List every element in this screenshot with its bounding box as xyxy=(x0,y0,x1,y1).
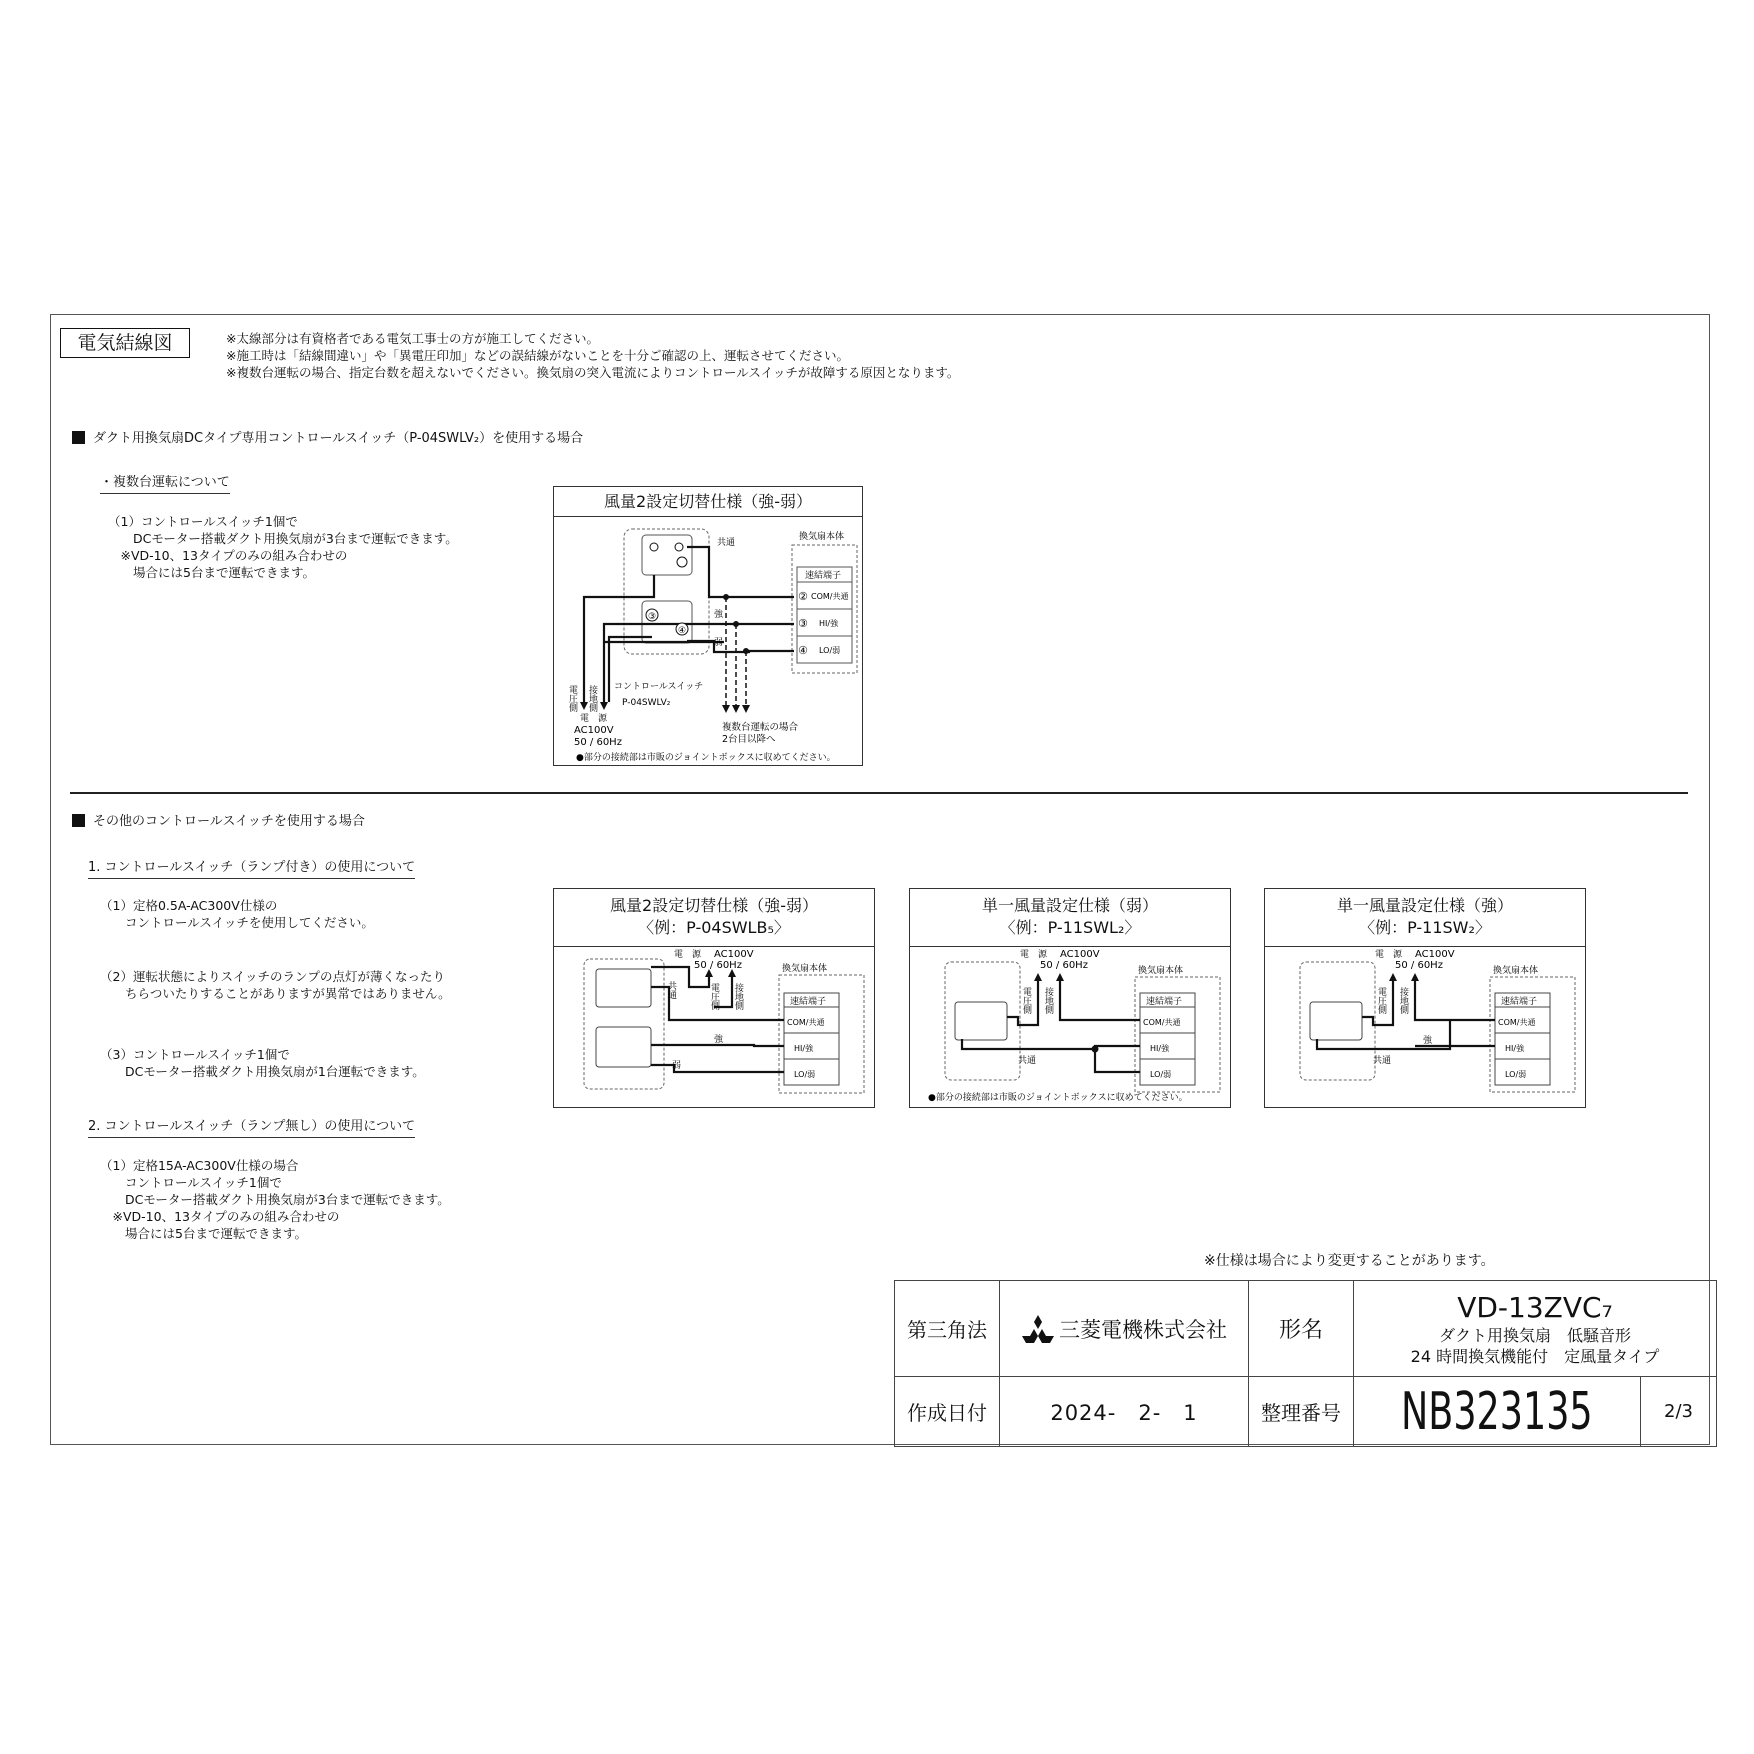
label-multi-1: 複数台運転の場合 xyxy=(722,722,799,733)
note-1: ※太線部分は有資格者である電気工事士の方が施工してください。 xyxy=(226,331,599,346)
drawing-number: NB323135 xyxy=(1401,1381,1593,1442)
page-title: 電気結線図 xyxy=(60,328,190,358)
model-label-cell: 形名 xyxy=(1249,1281,1354,1377)
arrowheads xyxy=(1389,973,1419,981)
diagram-p11swl2 xyxy=(909,888,1231,1108)
square-bullet-icon xyxy=(72,814,85,827)
label-switch-name: コントロールスイッチ xyxy=(614,682,704,692)
section1-body: （1）コントロールスイッチ1個で DCモーター搭載ダクト用換気扇が3台まで運転できます。 ※VD-10、13タイプのみの組み合わせの 場合には5台まで運転できます。 xyxy=(108,514,458,580)
diagram-header xyxy=(1265,889,1585,947)
section-divider xyxy=(70,792,1688,794)
label-kyotsu: 共通 xyxy=(1018,1056,1037,1066)
terminal-label: 速結端子 xyxy=(1146,997,1183,1007)
fan-body-label: 換気扇本体 xyxy=(782,964,828,974)
arrowheads xyxy=(1034,973,1064,981)
square-bullet-icon xyxy=(72,431,85,444)
diagram-example: 〈例：P-11SWL₂〉 xyxy=(999,918,1141,937)
terminal-com: COM/共通 xyxy=(1143,1018,1181,1027)
fan-body-label: 換気扇本体 xyxy=(1493,966,1539,976)
page-number-cell: 2/3 xyxy=(1641,1377,1717,1447)
section1-sub: ・複数台運転について xyxy=(100,471,230,494)
fan-body-box xyxy=(1490,977,1575,1092)
label-ground-side: 接地側 xyxy=(733,983,743,1010)
switch-box xyxy=(1310,1002,1362,1040)
label-voltage-side: 電圧側 xyxy=(709,983,719,1010)
terminal-lo: LO/弱 xyxy=(1505,1070,1527,1079)
label-voltage-side: 電圧側 xyxy=(1021,987,1031,1014)
terminal-lo: LO/弱 xyxy=(794,1070,816,1079)
wiring-diagram-2 xyxy=(554,947,872,1105)
wiring-diagram-3 xyxy=(910,947,1228,1105)
date-cell: 2024- 2- 1 xyxy=(1000,1377,1249,1447)
label-kyotsu: 共通 xyxy=(717,538,736,548)
section2-body1b: （2）運転状態によりスイッチのランプの点灯が薄くなったり ちらついたりすることがありますが異常ではありません。 xyxy=(100,969,451,1001)
label-kyo: 強 xyxy=(714,1035,724,1045)
section2-heading xyxy=(72,813,365,831)
section2-sub2: 2. コントロールスイッチ（ランプ無し）の使用について xyxy=(88,1115,415,1138)
diagram-title: 単一風量設定仕様（弱） xyxy=(981,896,1158,915)
diagram-title: 単一風量設定仕様（強） xyxy=(1336,896,1513,915)
note-3: ※複数台運転の場合、指定台数を超えないでください。換気扇の突入電流によりコントロールスイッチが故障する原因となります。 xyxy=(226,365,960,380)
number-label-cell: 整理番号 xyxy=(1249,1377,1354,1447)
label-ac: AC100V xyxy=(1415,949,1455,960)
fan-body-label: 換気扇本体 xyxy=(799,532,845,542)
terminal-label: 速結端子 xyxy=(1501,997,1538,1007)
terminal-lo: LO/弱 xyxy=(819,646,841,655)
terminal-label: 速結端子 xyxy=(790,997,827,1007)
label-voltage-side: 電圧側 xyxy=(1376,987,1386,1014)
model-cell xyxy=(1354,1281,1717,1377)
switch-lower xyxy=(596,1027,651,1067)
company-name: 三菱電機株式会社 xyxy=(1059,1317,1227,1342)
label-ac: AC100V xyxy=(1060,949,1100,960)
projection-cell: 第三角法 xyxy=(895,1281,1000,1377)
label-ac: AC100V xyxy=(714,949,754,960)
terminal-com: COM/共通 xyxy=(811,592,849,601)
wiring-diagram-1 xyxy=(554,517,861,765)
fan-body-box xyxy=(1135,977,1220,1092)
terminal-2-number: ② xyxy=(798,590,808,603)
label-kyo: 強 xyxy=(1423,1036,1433,1046)
switch-upper xyxy=(642,535,692,575)
model-number: VD-13ZVC₇ xyxy=(1457,1290,1613,1324)
diagram-example: 〈例：P-04SWLB₅〉 xyxy=(638,918,790,937)
junction-dot xyxy=(1092,1046,1099,1053)
label-voltage-side: 電圧側 xyxy=(567,685,577,712)
label-power: 電 源 xyxy=(674,950,702,960)
switch-plate xyxy=(945,962,1020,1080)
diagram-p04swlv2 xyxy=(553,486,863,766)
section2-sub1: 1. コントロールスイッチ（ランプ付き）の使用について xyxy=(88,856,415,879)
diagram-title: 風量2設定切替仕様（強-弱） xyxy=(554,487,862,517)
label-hz: 50 / 60Hz xyxy=(1395,960,1443,971)
terminal-label: 速結端子 xyxy=(805,571,842,581)
section2-body1c: （3）コントロールスイッチ1個で DCモーター搭載ダクト用換気扇が1台運転できます。 xyxy=(100,1047,425,1079)
model-desc-2: 24 時間換気機能付 定風量タイプ xyxy=(1410,1346,1660,1366)
switch-plate xyxy=(1300,962,1375,1080)
note-2: ※施工時は「結線間違い」や「異電圧印加」などの誤結線がないことを十分ご確認の上、運転させてください。 xyxy=(226,348,849,363)
terminal-hi: HI/強 xyxy=(794,1044,814,1053)
terminal-hi: HI/強 xyxy=(819,619,839,628)
joint-note: ●部分の接続部は市販のジョイントボックスに収めてください。 xyxy=(928,1093,1188,1103)
terminal-4-number: ④ xyxy=(798,644,808,657)
drawing-number-cell xyxy=(1354,1377,1641,1447)
diagram-p04swlb5 xyxy=(553,888,875,1108)
diagram-header xyxy=(554,889,874,947)
joint-note: ●部分の接続部は市販のジョイントボックスに収めてください。 xyxy=(576,753,836,763)
label-ground-side: 接地側 xyxy=(587,685,597,712)
switch-terminal xyxy=(677,557,687,567)
wiring-diagram-4 xyxy=(1265,947,1583,1105)
section2-body1a: （1）定格0.5A-AC300V仕様の コントロールスイッチを使用してください。 xyxy=(100,898,374,930)
label-ac: AC100V xyxy=(574,725,614,736)
switch-terminal-4-label: ④ xyxy=(678,626,687,636)
date-label-cell: 作成日付 xyxy=(895,1377,1000,1447)
label-jaku: 弱 xyxy=(714,638,724,648)
switch-upper xyxy=(596,969,651,1007)
diagram-example: 〈例：P-11SW₂〉 xyxy=(1359,918,1491,937)
terminal-lo: LO/弱 xyxy=(1150,1070,1172,1079)
model-desc-1: ダクト用換気扇 低騒音形 xyxy=(1438,1325,1631,1345)
label-kyotsu: 共通 xyxy=(666,981,676,999)
terminal-hi: HI/強 xyxy=(1150,1044,1170,1053)
label-multi-2: 2台目以降へ xyxy=(722,734,776,745)
label-ground-side: 接地側 xyxy=(1043,987,1053,1014)
company-cell xyxy=(1000,1281,1249,1377)
label-power: 電 源 xyxy=(1375,950,1403,960)
label-power: 電 源 xyxy=(1020,950,1048,960)
switch-terminal xyxy=(650,543,658,551)
label-power: 電 源 xyxy=(580,714,608,724)
terminal-com: COM/共通 xyxy=(787,1018,825,1027)
section1-heading-text: ダクト用換気扇DCタイプ専用コントロールスイッチ（P-04SWLV₂）を使用する場合 xyxy=(93,431,584,446)
section2-body2: （1）定格15A-AC300V仕様の場合 コントロールスイッチ1個で DCモーター搭載ダクト用換気扇が3台まで運転できます。 ※VD-10、13タイプのみの組み合わせの 場合には5台まで運転できます。 xyxy=(100,1158,450,1241)
title-block xyxy=(894,1280,1717,1447)
section1-heading xyxy=(72,430,583,448)
mitsubishi-logo-icon xyxy=(1021,1315,1055,1343)
diagram-header xyxy=(910,889,1230,947)
spec-change-note: ※仕様は場合により変更することがあります。 xyxy=(1204,1253,1495,1269)
label-jaku: 弱 xyxy=(672,1061,682,1071)
switch-terminal-3-label: ③ xyxy=(648,612,657,622)
label-ground-side: 接地側 xyxy=(1398,987,1408,1014)
switch-box xyxy=(955,1002,1007,1040)
label-kyo: 強 xyxy=(714,610,724,620)
label-hz: 50 / 60Hz xyxy=(694,960,742,971)
label-hz: 50 / 60Hz xyxy=(574,737,622,748)
label-switch-model: P-04SWLV₂ xyxy=(622,698,671,708)
switch-terminal xyxy=(675,543,683,551)
section2-heading-text: その他のコントロールスイッチを使用する場合 xyxy=(93,814,365,829)
terminal-com: COM/共通 xyxy=(1498,1018,1536,1027)
label-hz: 50 / 60Hz xyxy=(1040,960,1088,971)
label-kyotsu: 共通 xyxy=(1373,1056,1392,1066)
fan-body-label: 換気扇本体 xyxy=(1138,966,1184,976)
drawing-frame xyxy=(50,314,1710,1445)
diagram-p11sw2 xyxy=(1264,888,1586,1108)
terminal-3-number: ③ xyxy=(798,617,808,630)
terminal-hi: HI/強 xyxy=(1505,1044,1525,1053)
diagram-title: 風量2設定切替仕様（強-弱） xyxy=(610,896,818,915)
thick-wires xyxy=(584,547,794,702)
